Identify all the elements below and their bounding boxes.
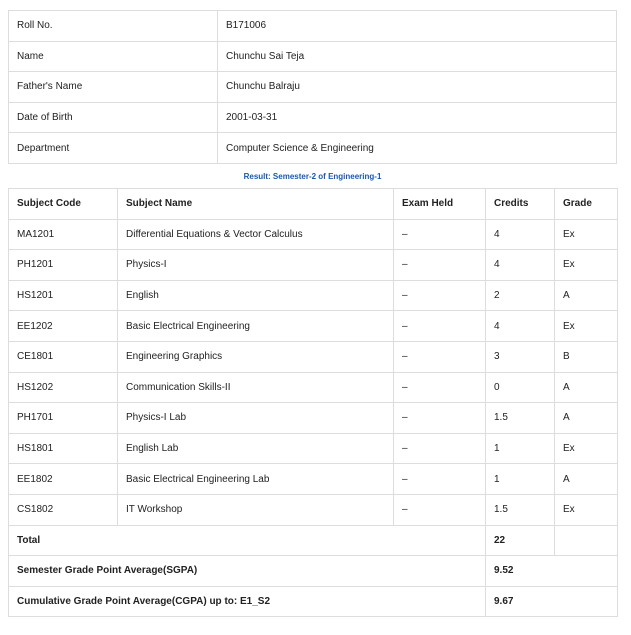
subject-row (9, 341, 618, 372)
exam-held-cell: – (394, 250, 486, 281)
exam-held-cell: – (394, 372, 486, 403)
dept-label: Department (9, 133, 218, 164)
exam-held-cell: – (394, 311, 486, 342)
exam-held-cell: – (394, 280, 486, 311)
header-subject-code: Subject Code (9, 189, 118, 220)
subject-name-cell: Physics-I (118, 250, 394, 281)
header-subject-name: Subject Name (118, 189, 394, 220)
dob-label: Date of Birth (9, 102, 218, 133)
credits-cell: 1 (486, 464, 555, 495)
subject-code-cell: HS1202 (9, 372, 118, 403)
subject-name-cell: Communication Skills-II (118, 372, 394, 403)
grade-cell: Ex (555, 219, 618, 250)
roll-value: B171006 (218, 11, 617, 42)
exam-held-cell: – (394, 464, 486, 495)
grade-cell: Ex (555, 433, 618, 464)
father-label: Father's Name (9, 72, 218, 103)
subject-code-cell: CS1802 (9, 494, 118, 525)
name-row (9, 41, 617, 72)
subject-name-cell: Engineering Graphics (118, 341, 394, 372)
subject-name-cell: IT Workshop (118, 494, 394, 525)
dob-row (9, 102, 617, 133)
total-grade-empty (555, 525, 618, 556)
result-header-row (9, 189, 618, 220)
dept-value: Computer Science & Engineering (218, 133, 617, 164)
grade-cell: A (555, 372, 618, 403)
sgpa-value: 9.52 (486, 556, 618, 587)
subject-name-cell: Differential Equations & Vector Calculus (118, 219, 394, 250)
dept-row (9, 133, 617, 164)
grade-cell: A (555, 280, 618, 311)
credits-cell: 2 (486, 280, 555, 311)
subject-name-cell: Basic Electrical Engineering (118, 311, 394, 342)
name-label: Name (9, 41, 218, 72)
exam-held-cell: – (394, 403, 486, 434)
exam-held-cell: – (394, 494, 486, 525)
student-info-table (8, 10, 617, 164)
exam-held-cell: – (394, 341, 486, 372)
roll-row (9, 11, 617, 42)
subject-row (9, 280, 618, 311)
result-caption: Result: Semester-2 of Engineering-1 (243, 172, 382, 181)
subject-code-cell: PH1701 (9, 403, 118, 434)
subject-code-cell: CE1801 (9, 341, 118, 372)
grade-cell: A (555, 464, 618, 495)
subject-row (9, 372, 618, 403)
sgpa-label: Semester Grade Point Average(SGPA) (9, 556, 486, 587)
grade-cell: Ex (555, 311, 618, 342)
father-value: Chunchu Balraju (218, 72, 617, 103)
credits-cell: 3 (486, 341, 555, 372)
credits-cell: 4 (486, 219, 555, 250)
sgpa-row (9, 556, 618, 587)
cgpa-row (9, 586, 618, 617)
subject-code-cell: EE1802 (9, 464, 118, 495)
roll-label: Roll No. (9, 11, 218, 42)
subject-row (9, 464, 618, 495)
cgpa-label: Cumulative Grade Point Average(CGPA) up to: E1_S2 (9, 586, 486, 617)
dob-value: 2001-03-31 (218, 102, 617, 133)
subject-code-cell: HS1801 (9, 433, 118, 464)
credits-cell: 0 (486, 372, 555, 403)
father-row (9, 72, 617, 103)
subject-name-cell: Physics-I Lab (118, 403, 394, 434)
total-row (9, 525, 618, 556)
grade-cell: B (555, 341, 618, 372)
subject-code-cell: EE1202 (9, 311, 118, 342)
subject-code-cell: HS1201 (9, 280, 118, 311)
total-label: Total (9, 525, 486, 556)
exam-held-cell: – (394, 219, 486, 250)
credits-cell: 1 (486, 433, 555, 464)
name-value: Chunchu Sai Teja (218, 41, 617, 72)
subject-name-cell: Basic Electrical Engineering Lab (118, 464, 394, 495)
subject-row (9, 494, 618, 525)
credits-cell: 1.5 (486, 494, 555, 525)
subject-name-cell: English (118, 280, 394, 311)
subject-row (9, 250, 618, 281)
grade-cell: Ex (555, 494, 618, 525)
subject-row (9, 433, 618, 464)
subject-code-cell: MA1201 (9, 219, 118, 250)
total-credits: 22 (486, 525, 555, 556)
subject-row (9, 311, 618, 342)
header-credits: Credits (486, 189, 555, 220)
cgpa-value: 9.67 (486, 586, 618, 617)
credits-cell: 4 (486, 311, 555, 342)
header-exam-held: Exam Held (394, 189, 486, 220)
credits-cell: 1.5 (486, 403, 555, 434)
grade-cell: Ex (555, 250, 618, 281)
subject-name-cell: English Lab (118, 433, 394, 464)
subject-row (9, 403, 618, 434)
subject-code-cell: PH1201 (9, 250, 118, 281)
credits-cell: 4 (486, 250, 555, 281)
exam-held-cell: – (394, 433, 486, 464)
result-table (8, 188, 618, 617)
grade-cell: A (555, 403, 618, 434)
header-grade: Grade (555, 189, 618, 220)
subject-rows (9, 219, 618, 525)
subject-row (9, 219, 618, 250)
